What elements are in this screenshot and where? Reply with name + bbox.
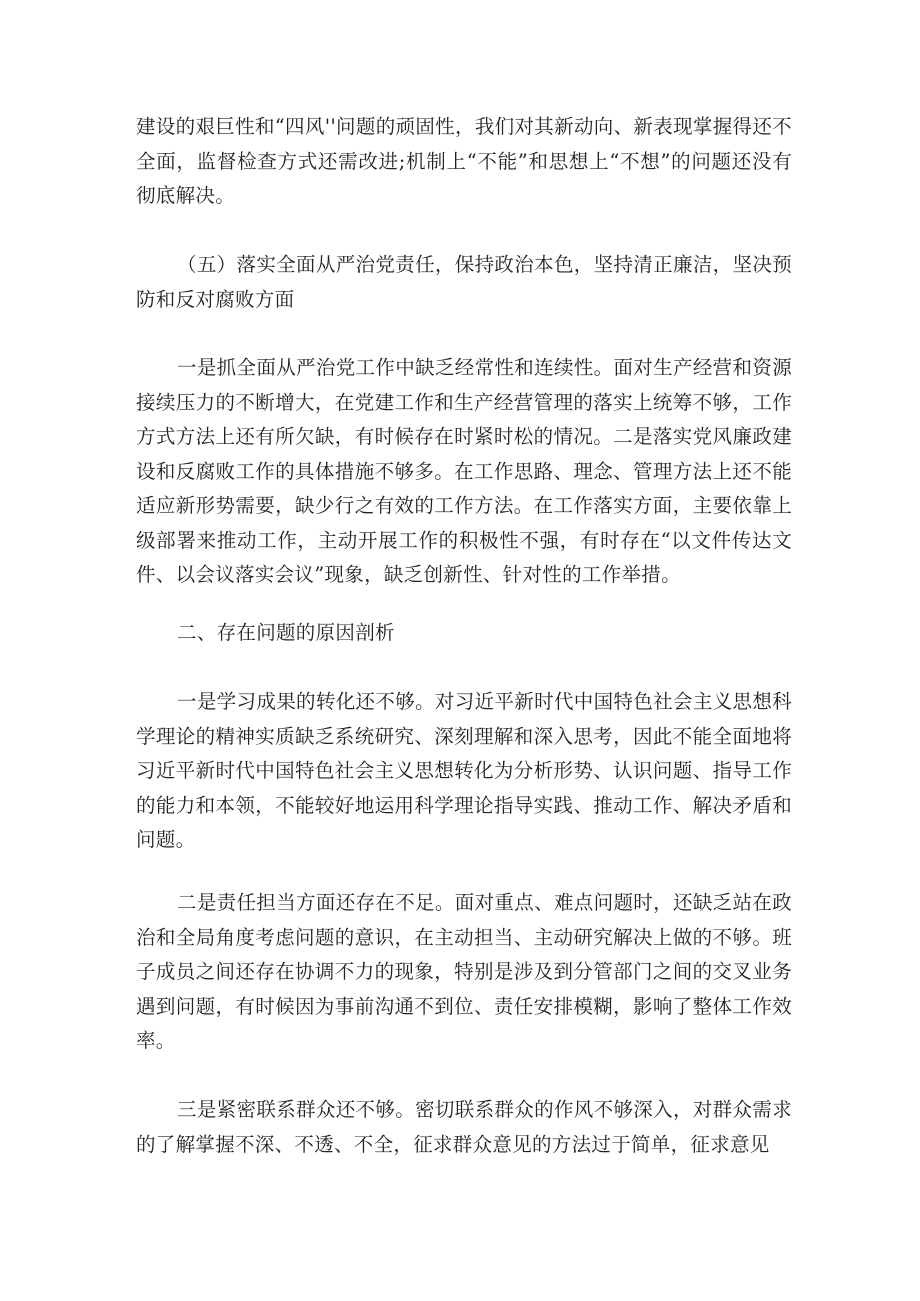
paragraph-study-results: 一是学习成果的转化还不够。对习近平新时代中国特色社会主义思想科学理论的精神实质缺乏系统研究、深刻理解和深入思考，因此不能全面地将习近平新时代中国特色社会主义思想转化为分析形势、认识问题、指导工作的能力和本领，不能较好地运用科学理论指导实践、推动工作、解决矛盾和问题。: [136, 690, 792, 851]
paragraph-accountability: 二是责任担当方面还存在不足。面对重点、难点问题时，还缺乏站在政治和全局角度考虑问题的意识，在主动担当、主动研究解决上做的不够。班子成员之间还存在协调不力的现象，特别是涉及到分管部门之间的交叉业务遇到问题，有时候因为事前沟通不到位、责任安排模糊，影响了整体工作效率。: [136, 891, 792, 1052]
paragraph-mass-contact: 三是紧密联系群众还不够。密切联系群众的作风不够深入，对群众需求的了解掌握不深、不透、不全，征求群众意见的方法过于简单，征求意见: [136, 1098, 792, 1156]
section-heading-five: （五）落实全面从严治党责任，保持政治本色，坚持清正廉洁，坚决预防和反对腐败方面: [136, 253, 792, 311]
section-heading-causes: 二、存在问题的原因剖析: [177, 621, 395, 644]
paragraph-continuation: 建设的艰巨性和“四风''问题的顽固性，我们对其新动向、新表现掌握得还不全面，监督检查方式还需改进;机制上“不能”和思想上“不想”的问题还没有彻底解决。: [136, 115, 792, 207]
paragraph-responsibility-issues: 一是抓全面从严治党工作中缺乏经常性和连续性。面对生产经营和资源接续压力的不断增大，在党建工作和生产经营管理的落实上统筹不够，工作方式方法上还有所欠缺，有时候存在时紧时松的情况。二是落实党风廉政建设和反腐败工作的具体措施不够多。在工作思路、理念、管理方法上还不能适应新形势需要，缺少行之有效的工作方法。在工作落实方面，主要依靠上级部署来推动工作，主动开展工作的积极性不强，有时存在“以文件传达文件、以会议落实会议”现象，缺乏创新性、针对性的工作举措。: [136, 356, 792, 586]
